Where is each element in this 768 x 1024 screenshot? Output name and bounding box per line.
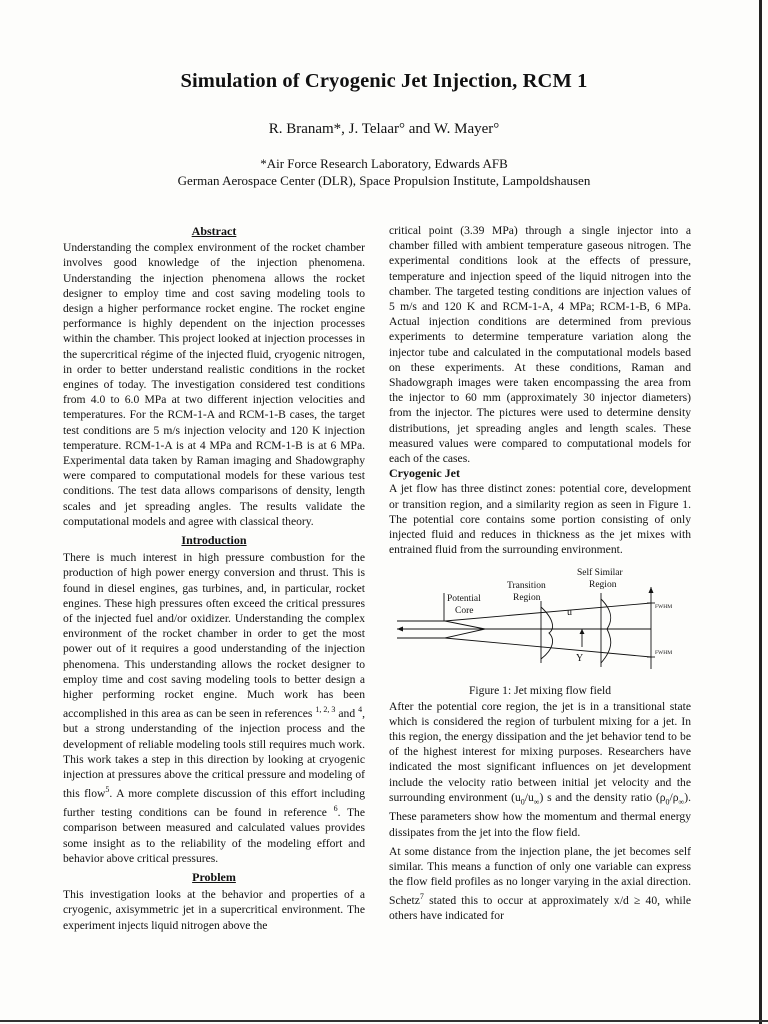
figure-caption: Figure 1: Jet mixing flow field <box>468 684 611 698</box>
left-column <box>63 224 365 933</box>
paper-authors: R. Branam*, J. Telaar° and W. Mayer° <box>268 121 500 137</box>
self-similar-text: At some distance from the injection plane, the jet becomes self similar. This means a function of only one variable can express the flow field profiles as no longer varying in the axial direction. Schetz$^7$ stated this to occur at approximately x/d ≥ 40, while others have indicated for <box>389 844 691 923</box>
problem-heading: Problem <box>192 869 236 884</box>
figure-jet-mixing <box>389 563 691 683</box>
page-bottom-edge <box>0 1020 768 1022</box>
abstract-heading: Abstract <box>191 224 237 238</box>
reference-marker: 6 <box>333 804 338 814</box>
label-fwhm-top: FWHM <box>655 604 673 611</box>
introduction-text: There is much interest in high pressure combustion for the production of high power energy conversion and thrust. This is found in diesel engines, gas turbines, and, in particular, rocket engines. These high pressures often exceed the critical pressures of the injected fuel and/or oxidizer. Understanding the complex environment of the rocket chamber in order to get the most power out of it requires a good understanding of the injection phenomena. This understanding allows the rocket designer to employ time and cost saving modeling tools to better design a higher performing rocket engine. Much work has been accomplished in this area as can be seen in references $^{1, 2, 3}$ and $^4$, but a strong understanding of the injection process and the development of reliable modeling tools still requires much work. This work takes a step in this direction by looking at cryogenic injection at pressures above the critical pressure and modeling of this flow$^5$. A more complete discussion of this effort including further testing conditions can be found in reference $^6$. The comparison between measured and calculated values provides some insight as to the reliability of the modeling effort and behavior above critical pressures. <box>63 551 365 865</box>
label-region-transition: Region <box>513 593 541 604</box>
page-right-edge <box>759 0 762 1024</box>
core-boundary-bottom <box>445 629 485 638</box>
reference-marker: 7 <box>419 892 424 902</box>
cryogenic-jet-heading: Cryogenic Jet <box>389 466 460 481</box>
paper-title: Simulation of Cryogenic Jet Injection, RCM 1 <box>180 70 588 92</box>
label-fwhm-bottom: FWHM <box>655 650 673 657</box>
label-core: Core <box>455 606 474 617</box>
transition-velocity-profile <box>541 607 553 659</box>
inlet-arrow-icon <box>397 627 403 632</box>
cryogenic-jet-text: A jet flow has three distinct zones: potential core, development or transition region, and a similarity region as seen in Figure 1. The potential core contains some portion consisting of only injected fluid and reduces in thickness as the jet mixes with entrained fluid from the surrounding environment. <box>389 482 691 557</box>
jet-mixing-diagram <box>389 563 691 683</box>
problem-text: This investigation looks at the behavior and properties of a cryogenic, axisymmetric jet in a supercritical environment. The experiment injects liquid nitrogen above the <box>63 888 365 932</box>
affiliation-dlr: German Aerospace Center (DLR), Space Propulsion Institute, Lampoldshausen <box>177 173 591 188</box>
label-self-similar: Self Similar <box>577 568 623 579</box>
reference-marker: 5 <box>105 785 110 795</box>
transition-text: After the potential core region, the jet is in a transitional state which is considered the region of turbulent mixing for a jet. In this region, the energy dissipation and the jet behavior tend to be of the highest interest for mixing purposes. Researchers have indicated the most significant influences on jet development include the velocity ratio between initial jet velocity and the surrounding environment $(u_0/u_\infty)$ s and the density ratio $(\rho_0/\rho_\infty)$. These parameters show how the momentum and thermal energy dissipates from the jet into the flow field. <box>389 699 691 839</box>
label-u: u <box>567 607 572 619</box>
reference-marker: 4 <box>358 705 363 715</box>
reference-marker: 1, 2, 3 <box>315 705 336 715</box>
jet-boundary-top <box>445 603 651 621</box>
right-column <box>389 223 691 924</box>
fwhm-arrow-icon <box>649 587 654 593</box>
abstract-text: Understanding the complex environment of the rocket chamber involves good knowledge of the injection phenomena. Understanding the injection phenomena allows the rocket designer to employ time and cost saving modeling tools to design a higher performance rocket engine. The rocket engine performance is highly dependent on the injection processes within the chamber. This project looked at injection processes in the supercritical régime of the injected fluid, cryogenic nitrogen, in order to better understand realistic conditions in the rocket engines of today. The investigation considered test conditions from 4.0 to 6.0 MPa at two different injection velocities and temperatures. For the RCM-1-A and RCM-1-B cases, the target test conditions are 5 m/s injection velocity and 120 K injection temperature. RCM-1-A is at 4 MPa and RCM-1-B is at 6 MPa. Experimental data taken by Raman imaging and Shadowgraphy were compared to computational models for these various test conditions. The test data allows comparisons of density, length scales and jet spreading angles. The results validate the computational models and agree with classical theory. <box>63 241 365 528</box>
affiliation-afrl: *Air Force Research Laboratory, Edwards AFB <box>260 156 508 171</box>
jet-boundary-bottom <box>445 638 651 657</box>
label-y: Y <box>576 653 584 665</box>
label-transition: Transition <box>507 581 546 592</box>
label-region-self-similar: Region <box>589 580 617 591</box>
core-boundary-top <box>445 621 485 629</box>
y-arrow-icon <box>580 629 585 634</box>
introduction-heading: Introduction <box>181 533 247 548</box>
problem-text-continued: critical point (3.39 MPa) through a single injector into a chamber filled with ambient temperature gaseous nitrogen. The experimental conditions look at the effects of pressure, temperature and injection speed of the liquid nitrogen into the chamber. The targeted testing conditions are injection values of 5 m/s and 120 K and RCM-1-A, 4 MPa; RCM-1-B, 6 MPa. Actual injection conditions are determined from previous experiments to determine temperature variation along the injector tube and calculated in the computational models based on these experiments. At these conditions, Raman and Shadowgraph images were taken encompassing the area from the injector to 60 mm (approximately 30 injector diameters) from the injector. The pictures were used to determine density distributions, jet spreading angles and length scales. These measured values were compared to computational models for each of the cases. <box>389 224 691 466</box>
label-potential: Potential <box>447 594 481 605</box>
